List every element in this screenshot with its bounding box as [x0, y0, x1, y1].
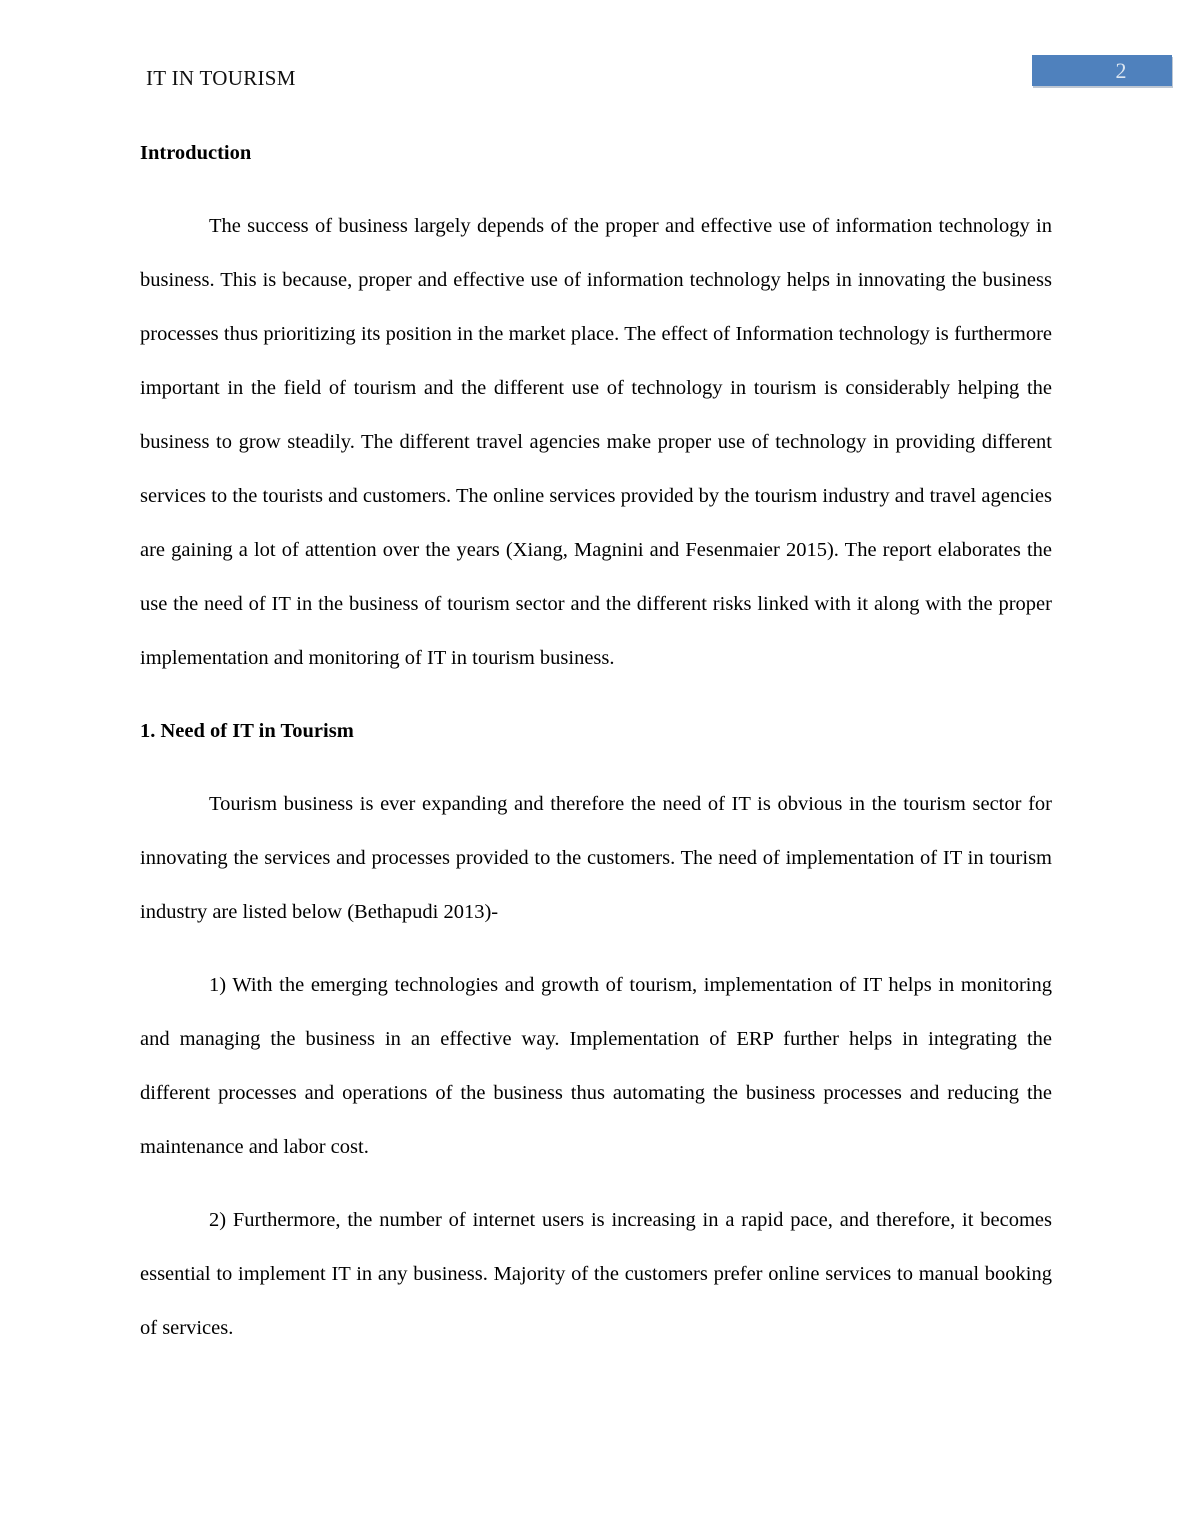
heading-need-of-it: 1. Need of IT in Tourism: [140, 720, 354, 742]
page-number: 2: [1115, 57, 1127, 83]
paragraph-point-2: 2) Furthermore, the number of internet users is increasing in a rapid pace, and therefore, it becomes essential to implement IT in any business. Majority of the customers prefer online services to manual booking of services.: [140, 1209, 1052, 1339]
paragraph-point-1: 1) With the emerging technologies and growth of tourism, implementation of IT helps in monitoring and managing the business in an effective way. Implementation of ERP further helps in integrating the different processes and operations of the business thus automating the business processes and reducing the maintenance and labor cost.: [140, 974, 1052, 1158]
heading-introduction: Introduction: [140, 142, 252, 164]
paragraph-introduction: The success of business largely depends of the proper and effective use of information technology in business. This is because, proper and effective use of information technology helps in innovating the business processes thus prioritizing its position in the market place. The effect of Information technology is furthermore important in the field of tourism and the different use of technology in tourism is considerably helping the business to grow steadily. The different travel agencies make proper use of technology in providing different services to the tourists and customers. The online services provided by the tourism industry and travel agencies are gaining a lot of attention over the years (Xiang, Magnini and Fesenmaier 2015). The report elaborates the use the need of IT in the business of tourism sector and the different risks linked with it along with the proper implementation and monitoring of IT in tourism business.: [140, 215, 1052, 669]
paragraph-need-intro: Tourism business is ever expanding and therefore the need of IT is obvious in the tourism sector for innovating the services and processes provided to the customers. The need of implementation of IT in tourism industry are listed below (Bethapudi 2013)-: [140, 793, 1052, 923]
page-number-badge: [1032, 55, 1172, 86]
document-body: [140, 126, 1052, 1374]
running-head: IT IN TOURISM: [146, 66, 296, 90]
